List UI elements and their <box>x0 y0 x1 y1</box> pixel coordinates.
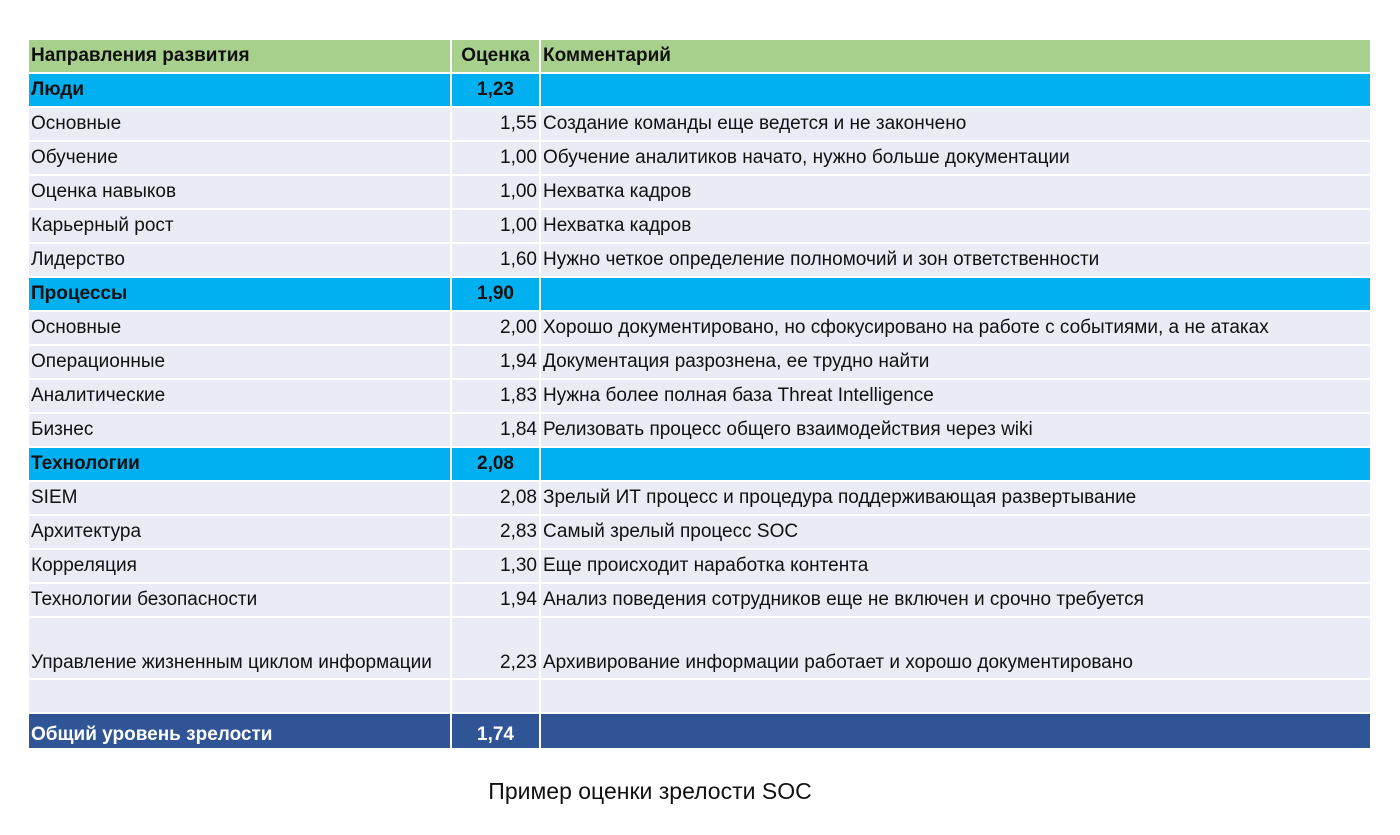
row-score-cell: 1,94 <box>451 583 540 617</box>
table-row <box>29 175 1370 209</box>
row-score-cell: 1,00 <box>451 175 540 209</box>
table-row <box>29 481 1370 515</box>
row-score-cell: 1,83 <box>451 379 540 413</box>
row-comment-cell: Нехватка кадров <box>540 175 1370 209</box>
table-row <box>29 617 1370 679</box>
table-row <box>29 413 1370 447</box>
row-direction-cell: Основные <box>29 107 451 141</box>
table-row <box>29 345 1370 379</box>
row-score-cell: 1,74 <box>451 713 540 749</box>
row-direction-cell: Обучение <box>29 141 451 175</box>
row-direction-cell: Бизнес <box>29 413 451 447</box>
row-comment-cell: Обучение аналитиков начато, нужно больше документации <box>540 141 1370 175</box>
row-comment-cell <box>540 277 1370 311</box>
row-comment-cell <box>540 73 1370 107</box>
row-score-cell: 2,08 <box>451 481 540 515</box>
row-direction-cell: Общий уровень зрелости <box>29 713 451 749</box>
header-comment: Комментарий <box>540 40 1370 73</box>
row-direction-cell: Технологии <box>29 447 451 481</box>
row-score-cell: 1,60 <box>451 243 540 277</box>
row-direction-cell: Лидерство <box>29 243 451 277</box>
row-score-cell: 1,00 <box>451 141 540 175</box>
row-score-cell: 1,30 <box>451 549 540 583</box>
table-row <box>29 243 1370 277</box>
table-row <box>29 141 1370 175</box>
maturity-table <box>29 40 1370 750</box>
table-row <box>29 73 1370 107</box>
row-comment-cell: Архивирование информации работает и хорошо документировано <box>540 617 1370 679</box>
table-row <box>29 447 1370 481</box>
table-row <box>29 311 1370 345</box>
row-score-cell: 1,90 <box>451 277 540 311</box>
row-comment-cell: Зрелый ИТ процесс и процедура поддерживающая развертывание <box>540 481 1370 515</box>
header-score: Оценка <box>451 40 540 73</box>
row-comment-cell <box>540 679 1370 713</box>
header-direction: Направления развития <box>29 40 451 73</box>
row-score-cell: 2,23 <box>451 617 540 679</box>
row-score-cell: 2,83 <box>451 515 540 549</box>
table-row <box>29 209 1370 243</box>
row-comment-cell: Анализ поведения сотрудников еще не включен и срочно требуется <box>540 583 1370 617</box>
row-direction-cell: SIEM <box>29 481 451 515</box>
row-score-cell: 2,08 <box>451 447 540 481</box>
row-direction-cell: Аналитические <box>29 379 451 413</box>
row-direction-cell: Корреляция <box>29 549 451 583</box>
figure-caption: Пример оценки зрелости SOC <box>488 778 812 804</box>
row-score-cell: 1,94 <box>451 345 540 379</box>
row-comment-cell: Создание команды еще ведется и не закончено <box>540 107 1370 141</box>
row-comment-cell: Нужно четкое определение полномочий и зон ответственности <box>540 243 1370 277</box>
table-row <box>29 713 1370 749</box>
table-row <box>29 549 1370 583</box>
row-score-cell: 2,00 <box>451 311 540 345</box>
table-row <box>29 379 1370 413</box>
table-row <box>29 515 1370 549</box>
row-score-cell: 1,84 <box>451 413 540 447</box>
row-comment-cell: Нехватка кадров <box>540 209 1370 243</box>
row-score-cell: 1,00 <box>451 209 540 243</box>
row-comment-cell: Самый зрелый процесс SOC <box>540 515 1370 549</box>
row-direction-cell: Карьерный рост <box>29 209 451 243</box>
row-direction-cell: Технологии безопасности <box>29 583 451 617</box>
row-comment-cell <box>540 447 1370 481</box>
table-row <box>29 679 1370 713</box>
row-direction-cell: Управление жизненным циклом информации <box>29 617 451 679</box>
row-score-cell <box>451 679 540 713</box>
table-row <box>29 583 1370 617</box>
row-score-cell: 1,23 <box>451 73 540 107</box>
row-comment-cell: Еще происходит наработка контента <box>540 549 1370 583</box>
row-score-cell: 1,55 <box>451 107 540 141</box>
row-direction-cell: Процессы <box>29 277 451 311</box>
row-comment-cell: Релизовать процесс общего взаимодействия через wiki <box>540 413 1370 447</box>
table-row <box>29 107 1370 141</box>
row-comment-cell <box>540 713 1370 749</box>
row-direction-cell: Архитектура <box>29 515 451 549</box>
table-header-row <box>29 40 1370 73</box>
row-direction-cell: Основные <box>29 311 451 345</box>
row-direction-cell: Оценка навыков <box>29 175 451 209</box>
row-direction-cell: Люди <box>29 73 451 107</box>
row-comment-cell: Документация разрознена, ее трудно найти <box>540 345 1370 379</box>
row-comment-cell: Хорошо документировано, но сфокусировано на работе с событиями, а не атаках <box>540 311 1370 345</box>
row-direction-cell: Операционные <box>29 345 451 379</box>
table-row <box>29 277 1370 311</box>
row-direction-cell <box>29 679 451 713</box>
row-comment-cell: Нужна более полная база Threat Intelligence <box>540 379 1370 413</box>
table-body <box>29 73 1370 749</box>
